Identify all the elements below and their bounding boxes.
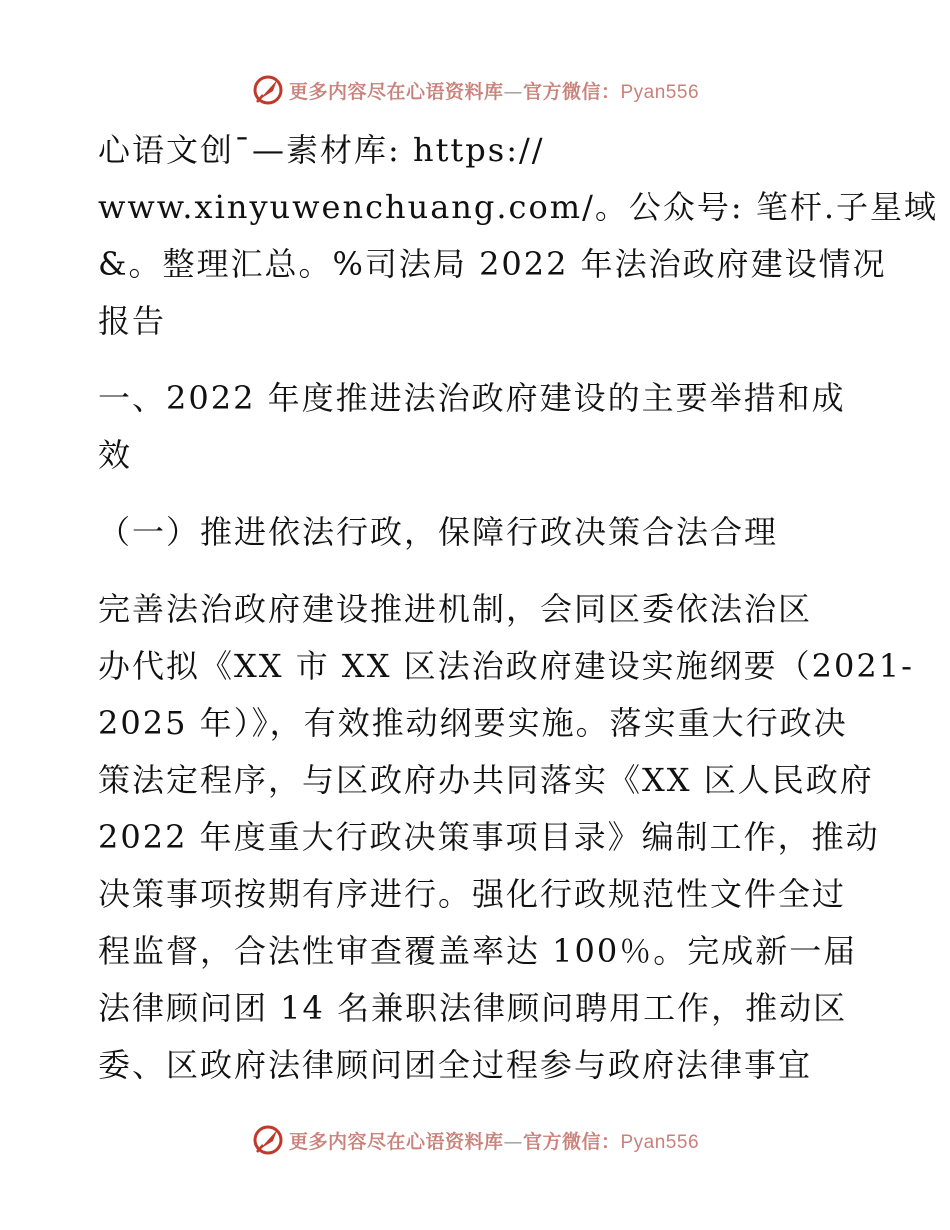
body-line: 委、区政府法律顾问团全过程参与政府法律事宜 <box>98 1046 813 1084</box>
watermark-separator: — <box>503 1130 523 1153</box>
body-line: 决策事项按期有序进行。强化行政规范性文件全过 <box>98 875 847 913</box>
quill-logo-icon <box>251 1123 285 1157</box>
footer-watermark <box>0 1120 950 1160</box>
body-line: 策法定程序，与区政府办共同落实《XX 区人民政府 <box>98 761 874 799</box>
body-line: 法律顾问团 14 名兼职法律顾问聘用工作，推动区 <box>98 989 848 1027</box>
watermark-main-text: 更多内容尽在心语资料库 <box>288 1130 504 1153</box>
intro-line: &。整理汇总。%司法局 2022 年法治政府建设情况 <box>98 245 887 283</box>
body-line: 2025 年）》，有效推动纲要实施。落实重大行政决 <box>98 704 848 742</box>
intro-line: www.xinyuwenchuang.com/。公众号: 笔杆.子星域 <box>98 188 938 226</box>
section-heading-line: 效 <box>98 436 133 474</box>
section-heading-line: 一、2022 年度推进法治政府建设的主要举措和成 <box>98 379 846 417</box>
watermark-sub-text: 官方微信： <box>522 80 621 103</box>
quill-logo-icon <box>251 73 285 107</box>
document-body <box>98 122 938 1094</box>
watermark-separator: — <box>503 80 523 103</box>
watermark-wechat-id: Pyan556 <box>620 1131 700 1153</box>
watermark-wechat-id: Pyan556 <box>620 81 700 103</box>
body-line: 办代拟《XX 市 XX 区法治政府建设实施纲要（2021- <box>98 647 914 685</box>
watermark-sub-text: 官方微信： <box>522 1130 621 1153</box>
body-line: 完善法治政府建设推进机制，会同区委依法治区 <box>98 590 813 628</box>
header-watermark <box>0 70 950 110</box>
intro-line: 心语文创¯—素材库: https:// <box>98 131 545 169</box>
intro-line: 报告 <box>98 302 167 340</box>
body-line: 程监督，合法性审查覆盖率达 100％。完成新一届 <box>98 932 858 970</box>
subsection-heading: （一）推进依法行政，保障行政决策合法合理 <box>98 513 779 551</box>
body-line: 2022 年度重大行政决策事项目录》编制工作，推动 <box>98 818 880 856</box>
watermark-main-text: 更多内容尽在心语资料库 <box>288 80 504 103</box>
